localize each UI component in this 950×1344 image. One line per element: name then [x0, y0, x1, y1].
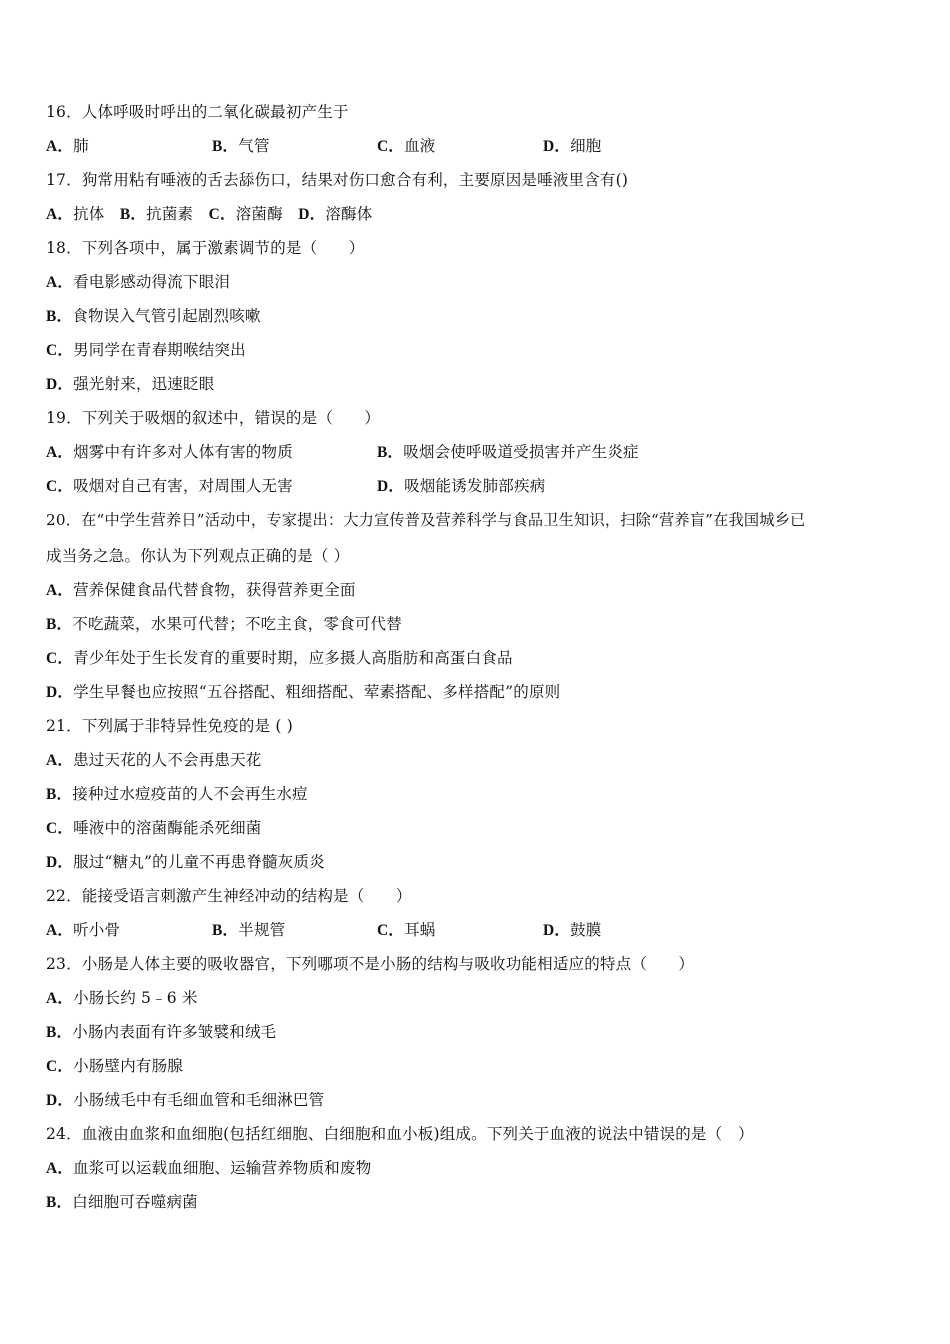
- option-text: 看电影感动得流下眼泪: [73, 273, 231, 291]
- option-text: 溶菌酶: [235, 205, 283, 223]
- option-text: 食物误入气管引起剧烈咳嗽: [72, 307, 261, 325]
- option-text: 强光射来，迅速眨眼: [73, 375, 215, 393]
- option-label: A．: [46, 922, 74, 939]
- option-text: 营养保健食品代替食物，获得营养更全面: [73, 581, 356, 599]
- option-text: 接种过水痘疫苗的人不会再生水痘: [72, 785, 308, 803]
- option-text: 男同学在青春期喉结突出: [73, 341, 246, 359]
- option-label: B．: [46, 786, 73, 803]
- option-text: 半规管: [238, 921, 286, 939]
- question-23-option-d: [46, 1090, 324, 1111]
- option-label: A．: [46, 1160, 74, 1177]
- option-label: B．: [377, 444, 404, 461]
- option-label: D．: [377, 478, 405, 495]
- option-label: A．: [46, 752, 74, 769]
- question-17-stem: 17．狗常用粘有唾液的舌去舔伤口，结果对伤口愈合有利，主要原因是唾液里含有(): [46, 171, 629, 189]
- question-18-option-c: [46, 340, 246, 361]
- option-label: B．: [46, 308, 73, 325]
- option-label: A．: [46, 274, 74, 291]
- question-16-stem: 16．人体呼吸时呼出的二氧化碳最初产生于: [46, 103, 349, 121]
- option-text: 耳蜗: [404, 921, 436, 939]
- option-text: 服过“糖丸”的儿童不再患脊髓灰质炎: [73, 853, 325, 871]
- question-20-option-a: [46, 580, 356, 601]
- question-20-option-b: [46, 614, 402, 635]
- option-text: 吸烟对自己有害，对周围人无害: [73, 477, 293, 495]
- question-23-option-b: [46, 1022, 276, 1043]
- question-20-option-c: [46, 648, 513, 669]
- option-text: 吸烟能诱发肺部疾病: [404, 477, 546, 495]
- option-text: 不吃蔬菜，水果可代替；不吃主食，零食可代替: [72, 615, 402, 633]
- question-19-stem: 19．下列关于吸烟的叙述中，错误的是（ ）: [46, 409, 381, 427]
- option-label: A．: [46, 206, 74, 223]
- option-text: 烟雾中有许多对人体有害的物质: [73, 443, 293, 461]
- question-18-option-d: [46, 374, 214, 395]
- option-label: C．: [208, 206, 236, 223]
- option-label: C．: [46, 650, 74, 667]
- question-18-stem: 18．下列各项中，属于激素调节的是（ ）: [46, 239, 365, 257]
- question-21-option-d: [46, 852, 325, 873]
- question-18-option-b: [46, 306, 261, 327]
- option-label: B．: [46, 1194, 73, 1211]
- question-19-options-row2: [46, 476, 906, 496]
- question-17-options: [46, 204, 372, 225]
- option-text: 青少年处于生长发育的重要时期，应多摄人高脂肪和高蛋白食品: [73, 649, 513, 667]
- question-23-stem: 23．小肠是人体主要的吸收器官，下列哪项不是小肠的结构与吸收功能相适应的特点（ ）: [46, 955, 695, 973]
- question-21-option-c: [46, 818, 262, 839]
- question-21-option-b: [46, 784, 308, 805]
- option-text: 唾液中的溶菌酶能杀死细菌: [73, 819, 262, 837]
- option-text: 抗体: [73, 205, 105, 223]
- question-19-options-row1: [46, 442, 906, 462]
- option-text: 鼓膜: [570, 921, 602, 939]
- option-label: D．: [46, 854, 74, 871]
- option-text: 小肠壁内有肠腺: [73, 1057, 183, 1075]
- question-24-option-b: [46, 1192, 198, 1213]
- option-label: D．: [298, 206, 326, 223]
- question-24-stem: 24．血液由血浆和血细胞(包括红细胞、白细胞和血小板)组成。下列关于血液的说法中错误的是（ ）: [46, 1125, 754, 1143]
- option-label: D．: [543, 138, 571, 155]
- question-23-option-a: [46, 988, 198, 1009]
- option-text: 吸烟会使呼吸道受损害并产生炎症: [403, 443, 639, 461]
- option-label: C．: [46, 478, 74, 495]
- option-text: 学生早餐也应按照“五谷搭配、粗细搭配、荤素搭配、多样搭配”的原则: [73, 683, 561, 701]
- question-23-option-c: [46, 1056, 183, 1077]
- option-text: 患过天花的人不会再患天花: [73, 751, 262, 769]
- question-22-stem: 22．能接受语言刺激产生神经冲动的结构是（ ）: [46, 887, 412, 905]
- option-text: 溶酶体: [325, 205, 373, 223]
- option-text: 小肠绒毛中有毛细血管和毛细淋巴管: [73, 1091, 325, 1109]
- option-label: C．: [377, 922, 405, 939]
- option-label: A．: [46, 990, 74, 1007]
- option-text: 抗菌素: [146, 205, 194, 223]
- option-text: 气管: [238, 137, 270, 155]
- option-label: B．: [119, 206, 147, 223]
- question-16-options: [46, 136, 906, 156]
- option-text: 细胞: [570, 137, 602, 155]
- option-label: A．: [46, 138, 74, 155]
- option-text: 小肠内表面有许多皱襞和绒毛: [72, 1023, 277, 1041]
- option-text: 白细胞可吞噬病菌: [72, 1193, 198, 1211]
- question-20-option-d: [46, 682, 560, 703]
- option-text: 血液: [404, 137, 436, 155]
- question-24-option-a: [46, 1158, 371, 1179]
- option-label: A．: [46, 582, 74, 599]
- question-20-stem-line1: 20．在“中学生营养日”活动中，专家提出：大力宣传普及营养科学与食品卫生知识，扫除“营养盲”在我国城乡已: [46, 511, 806, 529]
- question-21-option-a: [46, 750, 262, 771]
- option-label: D．: [46, 684, 74, 701]
- option-text: 听小骨: [73, 921, 121, 939]
- option-label: C．: [46, 1058, 74, 1075]
- option-label: B．: [46, 1024, 73, 1041]
- option-label: B．: [46, 616, 73, 633]
- option-label: D．: [46, 1092, 74, 1109]
- option-label: C．: [377, 138, 405, 155]
- option-label: D．: [543, 922, 571, 939]
- option-label: C．: [46, 820, 74, 837]
- option-label: C．: [46, 342, 74, 359]
- option-text: 肺: [73, 137, 89, 155]
- option-label: B．: [212, 922, 239, 939]
- question-21-stem: 21．下列属于非特异性免疫的是 ( ): [46, 717, 293, 735]
- option-text: 小肠长约 5﹣6 米: [73, 989, 198, 1007]
- option-label: A．: [46, 444, 74, 461]
- option-text: 血浆可以运载血细胞、运输营养物质和废物: [73, 1159, 372, 1177]
- option-label: B．: [212, 138, 239, 155]
- question-22-options: [46, 920, 906, 940]
- question-18-option-a: [46, 272, 230, 293]
- question-20-stem-line2: 成当务之急。你认为下列观点正确的是（ ）: [46, 547, 350, 565]
- option-label: D．: [46, 376, 74, 393]
